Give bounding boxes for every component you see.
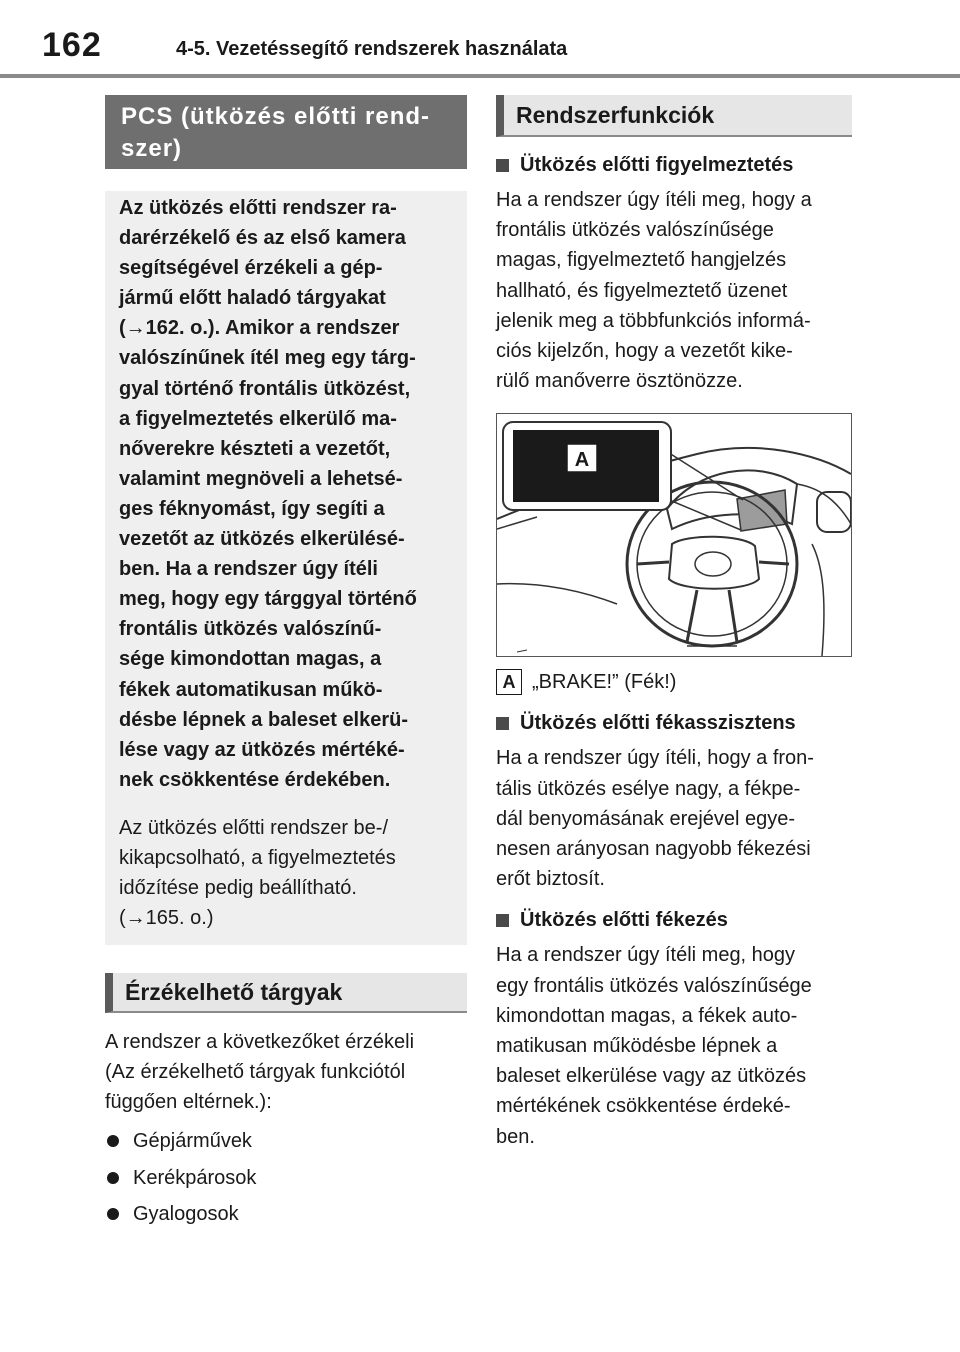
detectable-intro-line: A rendszer a következőket érzékeli — [105, 1030, 415, 1053]
intro-line: segítségével érzékeli a gép- — [119, 257, 383, 280]
intro-normal-line: időzítése pedig beállítható. — [119, 876, 357, 899]
assist-line: nesen arányosan nagyobb fékezési — [496, 838, 811, 861]
warning-line: ciós kijelzőn, hogy a vezetőt kike- — [496, 340, 793, 363]
assist-line: tális ütközés esélye nagy, a fékpe- — [496, 777, 801, 800]
braking-line: egy frontális ütközés valószínűsége — [496, 974, 812, 997]
assist-heading-text: Ütközés előtti fékasszisztens — [520, 712, 796, 735]
caption-text: „BRAKE!” (Fék!) — [532, 670, 677, 693]
pcs-title-line: szer) — [121, 135, 183, 162]
detectable-section-title: Érzékelhető tárgyak — [105, 973, 467, 1013]
intro-line: sége kimondottan magas, a — [119, 648, 382, 671]
intro-line: a figyelmeztetés elkerülő ma- — [119, 407, 397, 430]
pcs-title-line: PCS (ütközés előtti rend- — [121, 103, 431, 130]
left-column — [105, 95, 467, 1233]
warning-line: hallható, és figyelmeztető üzenet — [496, 279, 788, 302]
assist-line: erőt biztosít. — [496, 868, 605, 891]
warning-line: jelenik meg a többfunkciós informá- — [496, 309, 811, 332]
page-number: 162 — [42, 26, 102, 64]
functions-section-title: Rendszerfunkciók — [496, 95, 852, 137]
page-header — [0, 0, 960, 80]
braking-heading — [496, 906, 852, 934]
intro-line: désbe lépnek a baleset elkerü- — [119, 708, 409, 731]
braking-line: ben. — [496, 1125, 535, 1148]
intro-line: nőverekre készteti a vezetőt, — [119, 437, 391, 460]
list-item — [105, 1196, 467, 1233]
intro-line: valószínűnek ítél meg egy tárg- — [119, 347, 416, 370]
intro-line: darérzékelő és az első kamera — [119, 227, 406, 250]
detectable-intro-line: függően eltérnek.): — [105, 1091, 272, 1114]
warning-heading — [496, 151, 852, 179]
intro-line: fékek automatikusan műkö- — [119, 678, 383, 701]
intro-line: frontális ütközés valószínű- — [119, 618, 382, 641]
right-column — [496, 95, 852, 1152]
assist-text — [496, 743, 852, 894]
braking-text — [496, 940, 852, 1151]
intro-line: Az ütközés előtti rendszer ra- — [119, 197, 397, 219]
intro-box — [105, 191, 467, 945]
braking-line: matikusan működésbe lépnek a — [496, 1035, 778, 1058]
intro-line: jármű előtt haladó tárgyakat — [119, 287, 386, 310]
caption-label-box: A — [496, 669, 522, 695]
intro-normal-line: Az ütközés előtti rendszer be-/ — [119, 816, 389, 839]
assist-heading — [496, 709, 852, 737]
list-item — [105, 1160, 467, 1197]
braking-line: mértékének csökkentése érdeké- — [496, 1095, 791, 1118]
figure-label-a: A — [574, 449, 590, 472]
chapter-title: 4-5. Vezetéssegítő rendszerek használata — [176, 38, 568, 60]
bullet-dot-icon — [107, 1172, 119, 1184]
braking-line: Ha a rendszer úgy ítéli meg, hogy — [496, 944, 796, 967]
intro-line: lése vagy az ütközés mértéké- — [119, 738, 405, 761]
detectable-list — [105, 1123, 467, 1233]
warning-line: Ha a rendszer úgy ítéli meg, hogy a — [496, 189, 812, 211]
list-item — [105, 1123, 467, 1160]
list-item-label: Gépjárművek — [133, 1130, 252, 1153]
warning-text — [496, 185, 852, 396]
warning-line: frontális ütközés valószínűsége — [496, 219, 774, 242]
assist-line: dál benyomásának erejével egye- — [496, 807, 796, 830]
braking-line: kimondottan magas, a fékek auto- — [496, 1004, 798, 1027]
braking-line: baleset elkerülése vagy az ütközés — [496, 1065, 807, 1088]
intro-bold-text — [119, 193, 453, 795]
detectable-intro-line: (Az érzékelhető tárgyak funkciótól — [105, 1061, 406, 1084]
braking-heading-text: Ütközés előtti fékezés — [520, 909, 728, 932]
pcs-section-title — [105, 95, 467, 169]
intro-line: valamint megnöveli a lehetsé- — [119, 467, 403, 490]
detectable-intro — [105, 1027, 467, 1118]
intro-line: meg, hogy egy tárggyal történő — [119, 588, 417, 611]
square-bullet-icon — [496, 914, 509, 927]
intro-line: gyal történő frontális ütközést, — [119, 377, 411, 400]
intro-line: ges féknyomást, így segíti a — [119, 497, 385, 520]
list-item-label: Kerékpárosok — [133, 1166, 257, 1189]
list-item-label: Gyalogosok — [133, 1203, 239, 1226]
intro-normal-line: kikapcsolható, a figyelmeztetés — [119, 846, 396, 869]
steering-wheel-display-icon — [497, 414, 851, 656]
intro-line: nek csökkentése érdekében. — [119, 768, 391, 791]
square-bullet-icon — [496, 717, 509, 730]
bullet-dot-icon — [107, 1135, 119, 1147]
warning-line: magas, figyelmeztető hangjelzés — [496, 249, 787, 272]
dashboard-illustration — [496, 413, 852, 657]
intro-line: (→162. o.). Amikor a rendszer — [119, 317, 400, 340]
assist-line: Ha a rendszer úgy ítéli, hogy a fron- — [496, 747, 814, 770]
bullet-dot-icon — [107, 1208, 119, 1220]
square-bullet-icon — [496, 159, 509, 172]
warning-heading-text: Ütközés előtti figyelmeztetés — [520, 154, 794, 176]
intro-normal-line: (→165. o.) — [119, 906, 214, 929]
intro-line: ben. Ha a rendszer úgy ítéli — [119, 558, 378, 581]
intro-normal-text — [119, 813, 453, 933]
intro-line: vezetőt az ütközés elkerülésé- — [119, 528, 405, 551]
header-rule — [0, 74, 960, 78]
figure-caption — [496, 669, 852, 695]
warning-line: rülő manőverre ösztönözze. — [496, 370, 743, 393]
